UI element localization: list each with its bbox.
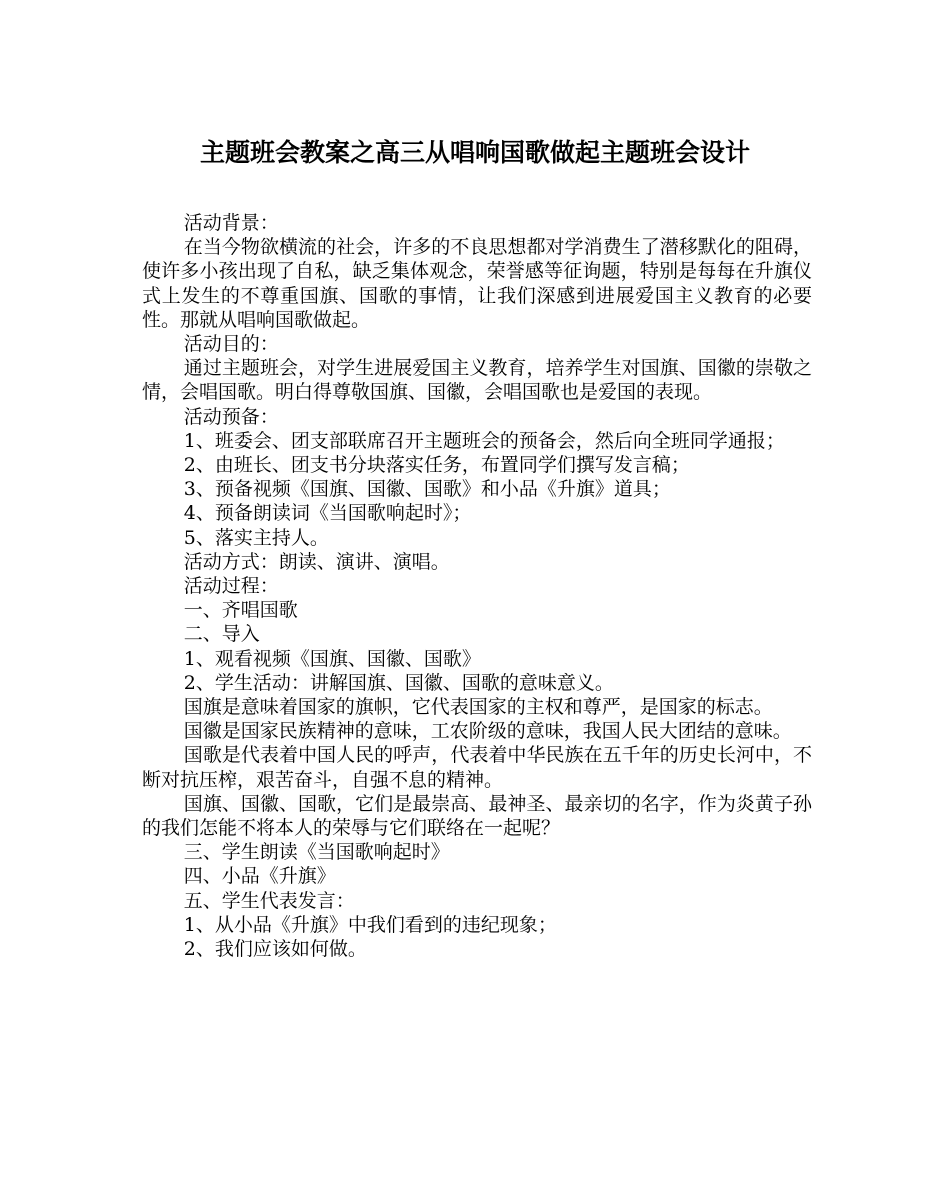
paragraph-emblem: 国徽是国家民族精神的意味，工农阶级的意味，我国人民大团结的意味。	[183, 720, 792, 743]
paragraph-step-5-item-1: 1、从小品《升旗》中我们看到的违纪现象；	[183, 913, 557, 936]
document-body	[142, 211, 812, 961]
paragraph-preparation-item-2: 2、由班长、团支书分块落实任务，布置同学们撰写发言稿；	[183, 454, 690, 477]
paragraph-preparation-heading: 活动预备：	[183, 405, 279, 428]
paragraph-anthem: 国歌是代表着中国人民的呼声，代表着中华民族在五千年的历史长河中，不断对抗压榨，艰苦奋斗，自强不息的精神。	[142, 744, 812, 791]
paragraph-background-heading: 活动背景：	[183, 212, 279, 234]
paragraph-summary: 国旗、国徽、国歌，它们是最崇高、最神圣、最亲切的名字，作为炎黄子孙的我们怎能不将本人的荣辱与它们联络在一起呢？	[142, 792, 812, 840]
paragraph-step-5-item-2: 2、我们应该如何做。	[183, 938, 367, 961]
paragraph-background-text: 在当今物欲横流的社会，许多的不良思想都对学消费生了潜移默化的阻碍，使许多小孩出现了自私，缺乏集体观念，荣誉感等征询题，特别是每每在升旗仪式上发生的不尊重国旗、国歌的事情，让我们深感到进展爱国主义教育的必要性。那就从唱响国歌做起。	[142, 236, 812, 331]
paragraph-step-2-item-1: 1、观看视频《国旗、国徽、国歌》	[183, 647, 481, 670]
paragraph-purpose-heading: 活动目的：	[183, 333, 279, 356]
paragraph-flag: 国旗是意味着国家的旗帜，它代表国家的主权和尊严，是国家的标志。	[183, 696, 773, 719]
paragraph-preparation-item-5: 5、落实主持人。	[183, 526, 329, 549]
document-title: 主题班会教案之高三从唱响国歌做起主题班会设计	[199, 138, 750, 167]
paragraph-step-5: 五、学生代表发言：	[183, 889, 355, 912]
paragraph-step-3: 三、学生朗读《当国歌响起时》	[183, 841, 450, 864]
paragraph-step-4: 四、小品《升旗》	[183, 865, 336, 888]
paragraph-step-2-item-2: 2、学生活动：讲解国旗、国徽、国歌的意味意义。	[183, 671, 614, 694]
paragraph-preparation-item-1: 1、班委会、团支部联席召开主题班会的预备会，然后向全班同学通报；	[183, 429, 785, 452]
paragraph-purpose-text: 通过主题班会，对学生进展爱国主义教育，培养学生对国旗、国徽的崇敬之情，会唱国歌。明白得尊敬国旗、国徽，会唱国歌也是爱国的表现。	[142, 357, 812, 404]
paragraph-step-1: 一、齐唱国歌	[183, 599, 298, 622]
paragraph-step-2: 二、导入	[183, 623, 260, 646]
paragraph-method: 活动方式：朗读、演讲、演唱。	[183, 550, 450, 573]
paragraph-preparation-item-4: 4、预备朗读词《当国歌响起时》；	[183, 502, 472, 525]
paragraph-process-heading: 活动过程：	[183, 575, 279, 598]
paragraph-preparation-item-3: 3、预备视频《国旗、国徽、国歌》和小品《升旗》道具；	[183, 478, 671, 501]
